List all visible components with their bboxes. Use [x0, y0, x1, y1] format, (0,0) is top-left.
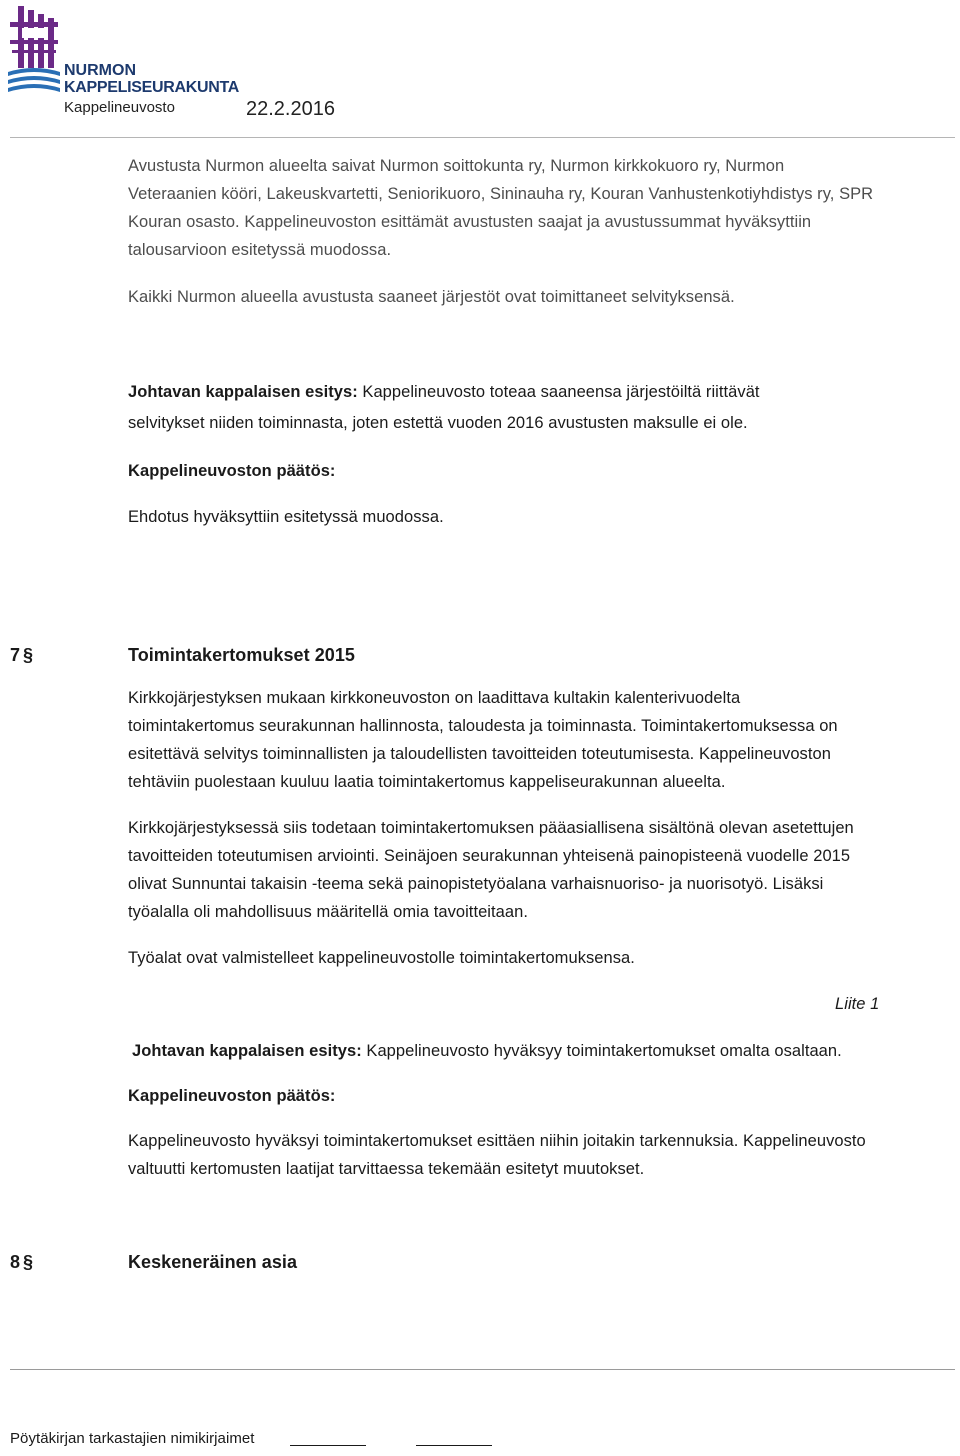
paragraph-line: Kirkkojärjestyksessä siis todetaan toimintakertomuksen pääasiallisena sisältönä olevan asetettujen — [128, 819, 854, 837]
proposal-label: Johtavan kappalaisen esitys: — [128, 383, 358, 401]
document-date: 22.2.2016 — [246, 98, 335, 120]
paragraph-line: esitettävä selvitys toiminnallisten ja taloudellisten tavoitteiden toteutumisesta. Kappelineuvoston — [128, 745, 831, 763]
proposal-line — [128, 383, 760, 402]
proposal-label: Johtavan kappalaisen esitys: — [132, 1042, 362, 1060]
decision-text: Ehdotus hyväksyttiin esitetyssä muodossa. — [128, 508, 444, 526]
proposal-line — [132, 1042, 842, 1061]
section-number: 7 — [10, 645, 21, 665]
org-name-line-2: KAPPELISEURAKUNTA — [64, 79, 240, 96]
org-unit-name: Kappelineuvosto — [64, 99, 175, 116]
decision-label: Kappelineuvoston päätös: — [128, 462, 336, 480]
proposal-text: Kappelineuvosto toteaa saaneensa järjestöiltä riittävät — [357, 383, 760, 401]
paragraph-line: tavoitteiden toteutumisen arviointi. Seinäjoen seurakunnan yhteisenä painopisteenä vuodelle 2015 — [128, 847, 851, 865]
section-title: Toimintakertomukset 2015 — [128, 645, 355, 665]
paragraph-line: Kirkkojärjestyksen mukaan kirkkoneuvoston on laadittava kultakin kalenterivuodelta — [128, 689, 741, 707]
header-divider — [10, 137, 955, 138]
section-title: Keskeneräinen asia — [128, 1252, 297, 1272]
paragraph-line: Työalat ovat valmistelleet kappelineuvostolle toimintakertomuksensa. — [128, 949, 635, 967]
section-number: 8 — [10, 1252, 21, 1272]
section-symbol: § — [23, 1252, 34, 1272]
paragraph-line: tehtäviin puolestaan kuuluu laatia toimintakertomus kappeliseurakunnan alueelta. — [128, 773, 726, 791]
decision-text-line: valtuutti kertomusten laatijat tarvittaessa tekemään esitetyt muutokset. — [128, 1160, 645, 1178]
paragraph-line: Kouran osasto. Kappelineuvoston esittämät avustusten saajat ja avustussummat hyväksyttiin — [128, 213, 812, 231]
paragraph-line: olivat Sunnuntai takaisin -teema sekä painopistetyöalana varhaisnuoriso- ja nuorisotyö. Lisäksi — [128, 875, 824, 893]
paragraph-line: työalalla oli mahdollisuus määritellä omia tavoitteitaan. — [128, 903, 528, 921]
proposal-text: Kappelineuvosto hyväksyy toimintakertomukset omalta osaltaan. — [361, 1042, 842, 1060]
paragraph-line: Kaikki Nurmon alueella avustusta saaneet järjestöt ovat toimittaneet selvityksensä. — [128, 288, 735, 306]
paragraph-line: talousarvioon esitetyssä muodossa. — [128, 241, 392, 259]
signature-label: Pöytäkirjan tarkastajien nimikirjaimet — [10, 1430, 255, 1447]
church-logo-icon — [8, 6, 60, 96]
decision-text-line: Kappelineuvosto hyväksyi toimintakertomukset esittäen niihin joitakin tarkennuksia. Kappelineuvosto — [128, 1132, 866, 1150]
paragraph-line: Avustusta Nurmon alueelta saivat Nurmon soittokunta ry, Nurmon kirkkokuoro ry, Nurmon — [128, 157, 785, 175]
paragraph-line: selvitykset niiden toiminnasta, joten estettä vuoden 2016 avustusten maksulle ei ole. — [128, 414, 748, 432]
section-symbol: § — [23, 645, 34, 665]
paragraph-line: toimintakertomus seurakunnan hallinnosta, taloudesta ja toiminnasta. Toimintakertomuksessa on — [128, 717, 838, 735]
paragraph-line: Veteraanien kööri, Lakeuskvartetti, Seniorikuoro, Sininauha ry, Kouran Vanhustenkotiyhdistys ry, SPR — [128, 185, 874, 203]
signature-line-1 — [290, 1445, 366, 1446]
signature-line-2 — [416, 1445, 492, 1446]
footer-divider — [10, 1369, 955, 1370]
decision-label: Kappelineuvoston päätös: — [128, 1087, 336, 1105]
attachment-reference: Liite 1 — [835, 995, 880, 1013]
org-name-line-1: NURMON — [64, 62, 136, 79]
